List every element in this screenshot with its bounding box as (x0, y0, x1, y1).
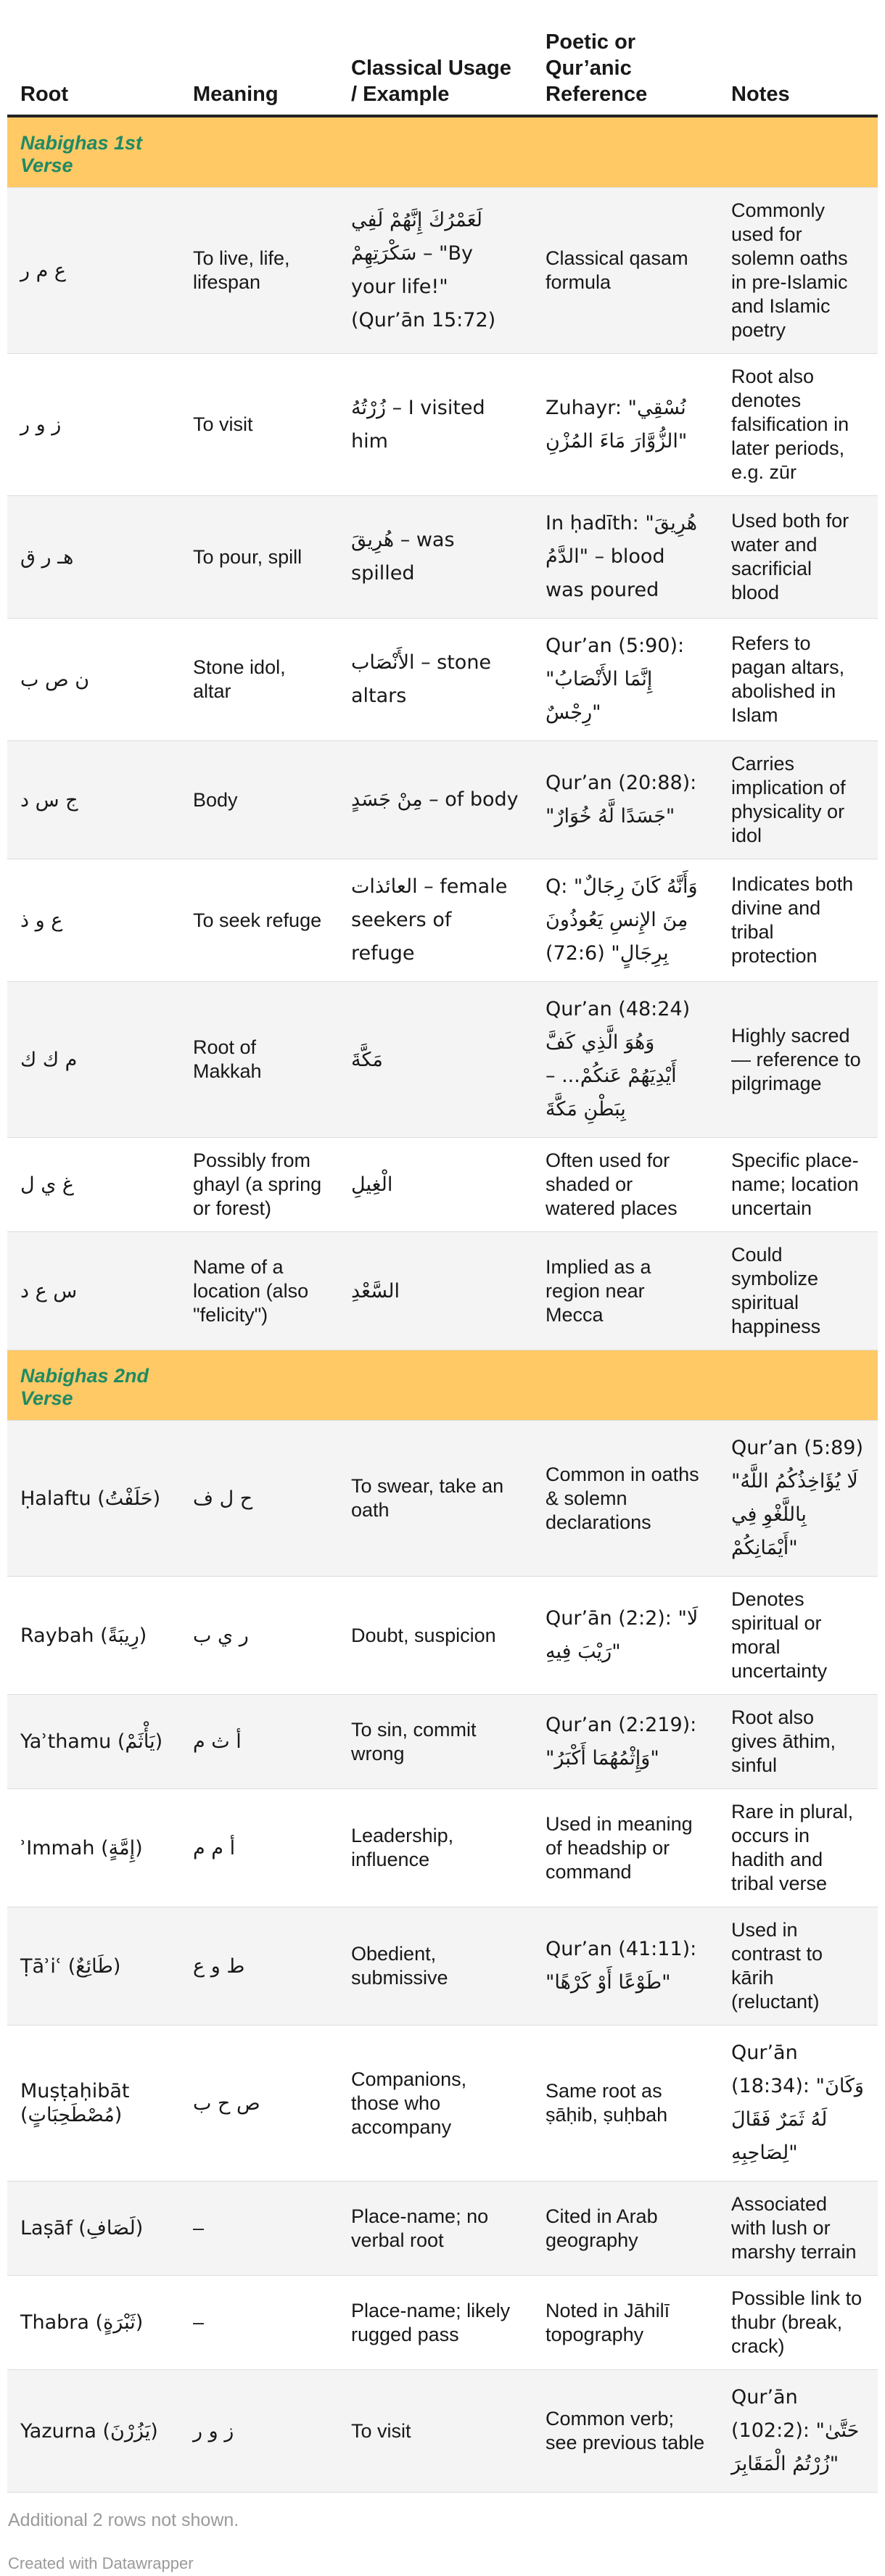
table-row (7, 1695, 878, 1789)
table-row (7, 859, 878, 982)
cell-reference: Common verb; see previous table (532, 2370, 718, 2493)
table-row (7, 741, 878, 859)
table-row (7, 2181, 878, 2276)
table-row (7, 982, 878, 1138)
cell-notes: Associated with lush or marshy terrain (718, 2181, 878, 2276)
table-row (7, 1232, 878, 1350)
cell-meaning: – (180, 2276, 338, 2370)
datawrapper-credit[interactable]: Created with Datawrapper (8, 2554, 194, 2572)
cell-reference: Noted in Jāhilī topography (532, 2276, 718, 2370)
cell-root: ع م ر (7, 188, 180, 354)
cell-root: Thabra (ثَبْرَةٍ) (7, 2276, 180, 2370)
cell-meaning: أ م م (180, 1789, 338, 1907)
cell-meaning: ز و ر (180, 2370, 338, 2493)
cell-meaning: To seek refuge (180, 859, 338, 982)
cell-classical-usage: Place-name; no verbal root (338, 2181, 532, 2276)
section-band-fill (180, 1350, 878, 1421)
cell-root: Yaʾthamu (يَأْثَمْ) (7, 1695, 180, 1789)
cell-meaning: أ ث م (180, 1695, 338, 1789)
table-row (7, 354, 878, 496)
cell-reference: Often used for shaded or watered places (532, 1138, 718, 1232)
header-root[interactable]: Root (7, 0, 180, 116)
cell-notes: Possible link to thubr (break, crack) (718, 2276, 878, 2370)
table-row (7, 1577, 878, 1695)
cell-meaning: Body (180, 741, 338, 859)
cell-root: غ ي ل (7, 1138, 180, 1232)
cell-classical-usage: لَعَمْرُكَ إِنَّهُمْ لَفِي سَكْرَتِهِمْ – "By your life!" (Qur’ān 15:72) (338, 188, 532, 354)
cell-classical-usage: Doubt, suspicion (338, 1577, 532, 1695)
table-row (7, 1138, 878, 1232)
cell-classical-usage: مِنْ جَسَدٍ – of body (338, 741, 532, 859)
cell-root: هـ ر ق (7, 496, 180, 619)
cell-root: ن ص ب (7, 619, 180, 741)
cell-classical-usage: To sin, commit wrong (338, 1695, 532, 1789)
cell-notes: Qur’an (5:89) "لَا يُؤَاخِذُكُمُ اللَّهُ بِاللَّغْوِ فِي أَيْمَانِكُمْ" (718, 1421, 878, 1577)
cell-classical-usage: هُرِيقَ – was spilled (338, 496, 532, 619)
cell-root: Raybah (رِيبَةً) (7, 1577, 180, 1695)
cell-classical-usage: العائذات – female seekers of refuge (338, 859, 532, 982)
cell-root: Yazurna (يَزُرْنَ) (7, 2370, 180, 2493)
table-row (7, 1421, 878, 1577)
cell-notes: Root also gives āthim, sinful (718, 1695, 878, 1789)
table-row (7, 2370, 878, 2493)
table-row (7, 1789, 878, 1907)
cell-reference: Implied as a region near Mecca (532, 1232, 718, 1350)
section-header-row (7, 1350, 878, 1421)
table-header (7, 0, 878, 116)
header-poetic-reference[interactable]: Poetic or Qur’anic Reference (532, 0, 718, 116)
cell-root: ج س د (7, 741, 180, 859)
cell-meaning: ر ي ب (180, 1577, 338, 1695)
cell-root: Ṭāʾiʿ (طَائِعٌ) (7, 1907, 180, 2026)
cell-notes: Highly sacred — reference to pilgrimage (718, 982, 878, 1138)
cell-meaning: Root of Makkah (180, 982, 338, 1138)
cell-meaning: To pour, spill (180, 496, 338, 619)
header-row (7, 0, 878, 116)
cell-meaning: ص ح ب (180, 2026, 338, 2181)
header-meaning[interactable]: Meaning (180, 0, 338, 116)
cell-meaning: To visit (180, 354, 338, 496)
cell-classical-usage: Companions, those who accompany (338, 2026, 532, 2181)
cell-meaning: Stone idol, altar (180, 619, 338, 741)
cell-reference: Common in oaths & solemn declarations (532, 1421, 718, 1577)
cell-notes: Denotes spiritual or moral uncertainty (718, 1577, 878, 1695)
table-row (7, 619, 878, 741)
cell-notes: Qur’ān (18:34): "وَكَانَ لَهُ ثَمَرٌ فَقَالَ لِصَاحِبِهِ" (718, 2026, 878, 2181)
cell-notes: Indicates both divine and tribal protection (718, 859, 878, 982)
cell-notes: Could symbolize spiritual happiness (718, 1232, 878, 1350)
cell-root: ز و ر (7, 354, 180, 496)
cell-classical-usage: Place-name; likely rugged pass (338, 2276, 532, 2370)
cell-reference: Zuhayr: "نُسْقِي الزُّوَّارَ مَاءَ المُزْنِ" (532, 354, 718, 496)
cell-reference: Cited in Arab geography (532, 2181, 718, 2276)
cell-classical-usage: مَكَّةَ (338, 982, 532, 1138)
table-row (7, 2026, 878, 2181)
cell-notes: Refers to pagan altars, abolished in Islam (718, 619, 878, 741)
header-notes[interactable]: Notes (718, 0, 878, 116)
cell-notes: Qur’ān (102:2): "حَتَّىٰ زُرْتُمُ الْمَقَابِرَ" (718, 2370, 878, 2493)
cell-reference: Qur’an (2:219): "وَإِثْمُهُمَا أَكْبَرُ" (532, 1695, 718, 1789)
table-row (7, 496, 878, 619)
cell-meaning: ح ل ف (180, 1421, 338, 1577)
header-classical-usage[interactable]: Classical Usage / Example (338, 0, 532, 116)
cell-classical-usage: Obedient, submissive (338, 1907, 532, 2026)
cell-meaning: ط و ع (180, 1907, 338, 2026)
cell-classical-usage: To swear, take an oath (338, 1421, 532, 1577)
section-band-fill (180, 116, 878, 188)
cell-notes: Used both for water and sacrificial blood (718, 496, 878, 619)
cell-notes: Carries implication of physicality or idol (718, 741, 878, 859)
cell-classical-usage: السَّعْدِ (338, 1232, 532, 1350)
cell-reference: Qur’an (41:11): "طَوْعًا أَوْ كَرْهًا" (532, 1907, 718, 2026)
cell-notes: Root also denotes falsification in later periods, e.g. zūr (718, 354, 878, 496)
cell-meaning: Name of a location (also "felicity") (180, 1232, 338, 1350)
table-row (7, 2276, 878, 2370)
cell-classical-usage: To visit (338, 2370, 532, 2493)
cell-meaning: To live, life, lifespan (180, 188, 338, 354)
cell-reference: Q: "وَأَنَّهُ كَانَ رِجَالٌ مِنَ الإِنسِ يَعُوذُونَ بِرِجَالٍ" (72:6) (532, 859, 718, 982)
section-title: Nabighas 1st Verse (7, 116, 180, 188)
cell-classical-usage: زُرْتُهُ – I visited him (338, 354, 532, 496)
cell-root: ع و ذ (7, 859, 180, 982)
root-analysis-table (7, 0, 878, 2493)
cell-reference: Same root as ṣāḥib, ṣuḥbah (532, 2026, 718, 2181)
section-title: Nabighas 2nd Verse (7, 1350, 180, 1421)
cell-notes: Commonly used for solemn oaths in pre-Islamic and Islamic poetry (718, 188, 878, 354)
cell-reference: Qur’an (48:24) وَهُوَ الَّذِي كَفَّ أَيْدِيَهُمْ عَنكُمْ... – بِبَطْنِ مَكَّةَ (532, 982, 718, 1138)
section-header-row (7, 116, 878, 188)
cell-reference: Qur’an (20:88): "جَسَدًا لَّهُ خُوَارٌ" (532, 741, 718, 859)
cell-notes: Specific place-name; location uncertain (718, 1138, 878, 1232)
cell-meaning: Possibly from ghayl (a spring or forest) (180, 1138, 338, 1232)
cell-reference: In ḥadīth: "هُرِيقَ الدَّمُ" – blood was poured (532, 496, 718, 619)
cell-meaning: – (180, 2181, 338, 2276)
cell-root: س ع د (7, 1232, 180, 1350)
cell-notes: Used in contrast to kārih (reluctant) (718, 1907, 878, 2026)
cell-root: ʾImmah (إِمَّةٍ) (7, 1789, 180, 1907)
cell-reference: Used in meaning of headship or command (532, 1789, 718, 1907)
cell-notes: Rare in plural, occurs in hadith and tribal verse (718, 1789, 878, 1907)
cell-reference: Classical qasam formula (532, 188, 718, 354)
cell-root: Muṣṭaḥibāt (مُصْطَحِبَاتٍ) (7, 2026, 180, 2181)
cell-reference: Qur’an (5:90): "إِنَّمَا الأَنْصَابُ رِجْسٌ" (532, 619, 718, 741)
cell-reference: Qur’ān (2:2): "لَا رَيْبَ فِيهِ" (532, 1577, 718, 1695)
table-row (7, 188, 878, 354)
rows-not-shown-note: Additional 2 rows not shown. (8, 2510, 239, 2530)
cell-classical-usage: الْغِيلِ (338, 1138, 532, 1232)
cell-root: Laṣāf (لَصَافِ) (7, 2181, 180, 2276)
cell-classical-usage: الأَنْصَاب – stone altars (338, 619, 532, 741)
cell-root: Ḥalaftu (حَلَفْتُ) (7, 1421, 180, 1577)
table-body (7, 116, 878, 2493)
cell-root: م ك ك (7, 982, 180, 1138)
cell-classical-usage: Leadership, influence (338, 1789, 532, 1907)
table-row (7, 1907, 878, 2026)
